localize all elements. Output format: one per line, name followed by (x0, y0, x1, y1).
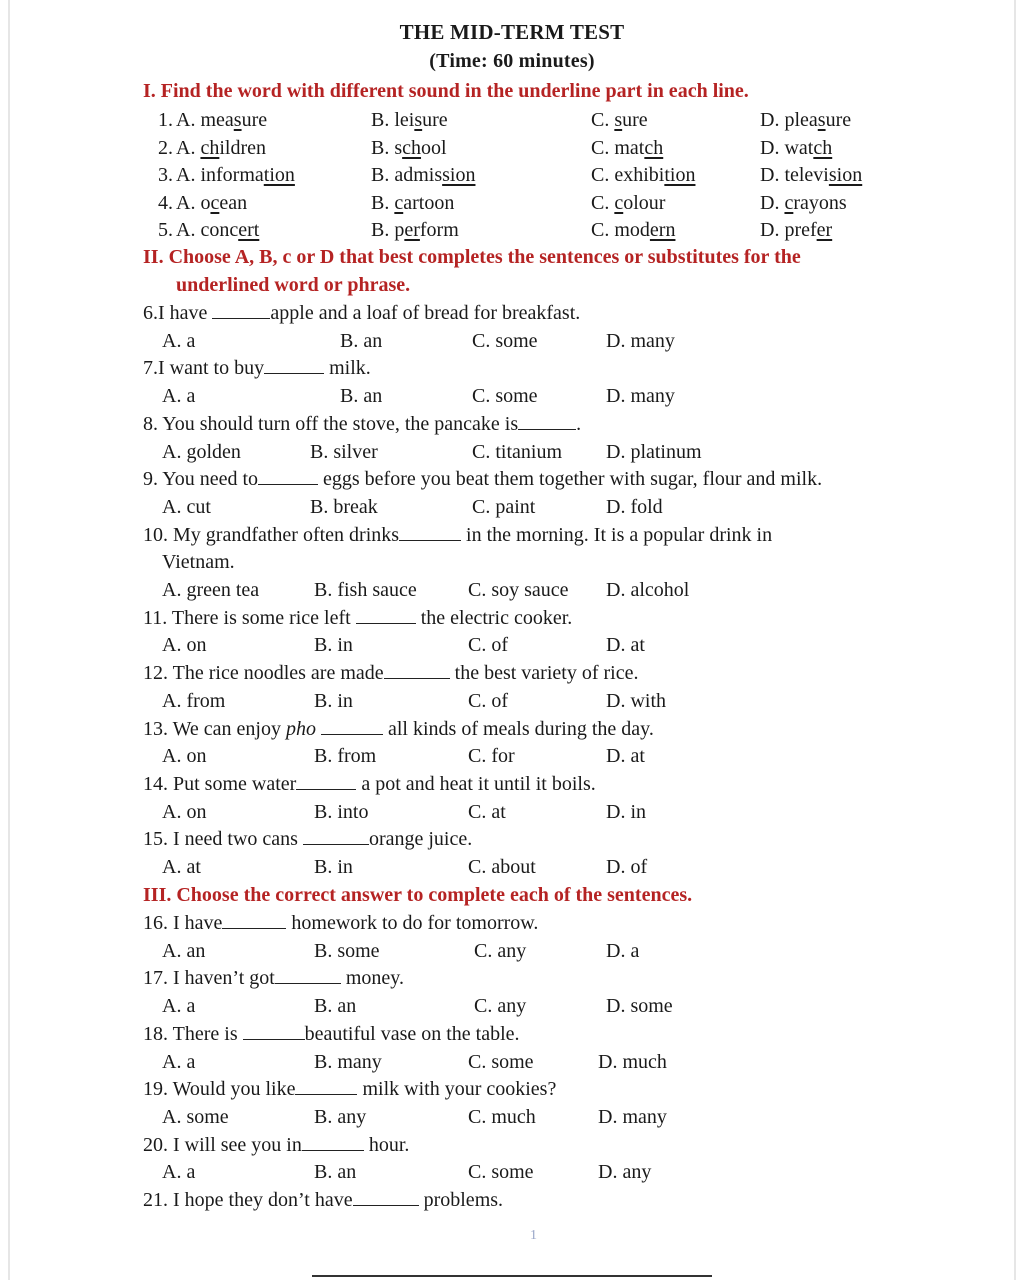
option-d: D. many (606, 385, 675, 408)
answer-blank (302, 1132, 364, 1151)
underlined-part: ern (649, 219, 676, 241)
option-b: B. perform (371, 219, 459, 241)
options-row (0, 576, 1024, 604)
option-d: D. fold (606, 495, 663, 518)
option-a: A. concert (176, 219, 260, 241)
question-8: 8. You should turn off the stove, the pancake is . (143, 412, 582, 435)
question-continuation: Vietnam. (162, 551, 235, 574)
option-b: B. cartoon (371, 191, 455, 214)
answer-blank (321, 716, 383, 735)
question-number: 4. (158, 191, 173, 214)
pronunciation-row (0, 189, 1024, 217)
underlined-part: c (614, 191, 624, 214)
option-b: B. an (314, 1161, 357, 1184)
question-16: 16. I have homework to do for tomorrow. (143, 912, 539, 934)
option-a: A. at (162, 856, 201, 878)
test-time: (Time: 60 minutes) (429, 50, 595, 72)
option-c: C. some (468, 1050, 534, 1073)
option-d: D. at (606, 634, 645, 657)
question-13: 13. We can enjoy pho all kinds of meals during the day. (143, 717, 654, 740)
option-d: D. any (598, 1161, 652, 1184)
option-a: A. from (162, 689, 226, 712)
underlined-part: er (404, 219, 420, 241)
option-c: C. of (468, 634, 508, 657)
option-a: A. on (162, 800, 207, 823)
option-c: C. titanium (472, 440, 562, 463)
option-c: C. much (468, 1105, 536, 1128)
underlined-part: sion (828, 164, 863, 186)
underlined-part: ch (644, 136, 664, 159)
underlined-part: ch (813, 136, 833, 159)
option-d: D. many (606, 329, 675, 352)
option-a: A. information (176, 164, 295, 186)
option-c: C. any (474, 995, 527, 1018)
question-17: 17. I haven’t got money. (143, 967, 404, 990)
underlined-part: s (614, 109, 623, 131)
underlined-part: tion (664, 164, 696, 186)
option-a: A. a (162, 995, 196, 1018)
underlined-part: tion (263, 164, 295, 186)
answer-blank (356, 605, 416, 624)
option-a: A. green tea (162, 579, 260, 601)
option-c: C. colour (591, 191, 666, 214)
option-b: B. from (314, 745, 377, 768)
options-row (0, 687, 1024, 715)
options-row (0, 853, 1024, 881)
options-row (0, 631, 1024, 659)
option-d: D. watch (760, 136, 833, 159)
question-14: 14. Put some water a pot and heat it until it boils. (143, 772, 596, 795)
options-row (0, 1158, 1024, 1186)
option-b: B. in (314, 634, 353, 657)
option-d: D. crayons (760, 191, 847, 214)
option-b: B. into (314, 800, 369, 823)
option-a: A. an (162, 939, 206, 962)
option-c: C. some (472, 329, 538, 352)
option-a: A. a (162, 329, 196, 352)
option-b: B. an (340, 329, 383, 352)
option-c: C. match (591, 136, 664, 159)
option-b: B. many (314, 1050, 382, 1073)
option-a: A. on (162, 634, 207, 657)
option-b: B. admission (371, 164, 476, 186)
underlined-part: c (210, 191, 220, 214)
options-row (0, 742, 1024, 770)
underlined-part: ch (200, 136, 220, 159)
pronunciation-row (0, 134, 1024, 162)
answer-blank (296, 771, 356, 790)
options-row (0, 438, 1024, 466)
option-b: B. an (340, 385, 383, 408)
question-20: 20. I will see you in hour. (143, 1133, 410, 1156)
option-c: C. for (468, 745, 515, 768)
answer-blank (222, 910, 286, 929)
underlined-part: ert (238, 219, 260, 241)
options-row (0, 1048, 1024, 1076)
option-d: D. a (606, 939, 640, 962)
option-a: A. children (176, 136, 266, 159)
option-d: D. platinum (606, 440, 702, 463)
answer-blank (384, 660, 450, 679)
section2-heading-line1: II. Choose A, B, c or D that best completes the sentences or substitutes for the (143, 246, 801, 268)
underlined-part: s (414, 109, 423, 131)
options-row (0, 1103, 1024, 1131)
section3-heading: III. Choose the correct answer to complete each of the sentences. (143, 884, 693, 906)
option-b: B. in (314, 856, 353, 878)
option-a: A. some (162, 1105, 229, 1128)
options-row (0, 992, 1024, 1020)
options-row (0, 798, 1024, 826)
answer-blank (399, 522, 461, 541)
option-d: D. television (760, 164, 863, 186)
option-c: C. some (468, 1161, 534, 1184)
option-a: A. a (162, 1050, 196, 1073)
underlined-part: s (817, 109, 826, 131)
question-19: 19. Would you like milk with your cookies? (143, 1078, 557, 1101)
option-c: C. exhibition (591, 164, 696, 186)
answer-blank (295, 1076, 357, 1095)
option-c: C. paint (472, 495, 536, 518)
underlined-part: c (394, 191, 404, 214)
answer-blank (353, 1187, 419, 1206)
option-d: D. prefer (760, 219, 833, 241)
question-7: 7.I want to buy milk. (143, 357, 371, 380)
option-c: C. of (468, 689, 508, 712)
underlined-part: s (233, 109, 242, 131)
option-d: D. with (606, 689, 666, 712)
option-d: D. in (606, 800, 646, 823)
pronunciation-row (0, 161, 1024, 189)
options-row (0, 327, 1024, 355)
underlined-part: ch (402, 136, 422, 159)
option-d: D. pleasure (760, 109, 852, 131)
option-b: B. break (310, 495, 378, 518)
option-c: C. at (468, 800, 506, 823)
options-row (0, 937, 1024, 965)
pronunciation-row (0, 216, 1024, 244)
question-6: 6.I have apple and a loaf of bread for breakfast. (143, 302, 581, 324)
italic-word: pho (285, 717, 316, 740)
question-number: 2. (158, 136, 173, 159)
pronunciation-row (0, 106, 1024, 134)
question-12: 12. The rice noodles are made the best variety of rice. (143, 662, 639, 685)
option-b: B. some (314, 939, 380, 962)
options-row (0, 493, 1024, 521)
option-a: A. measure (176, 109, 268, 131)
option-c: C. about (468, 856, 536, 878)
option-a: A. on (162, 745, 207, 768)
option-d: D. much (598, 1050, 667, 1073)
answer-blank (258, 466, 318, 485)
option-a: A. ocean (176, 191, 248, 214)
answer-blank (212, 300, 270, 319)
option-b: B. any (314, 1105, 367, 1128)
answer-blank (303, 826, 369, 845)
question-18: 18. There is beautiful vase on the table. (143, 1022, 520, 1045)
option-a: A. cut (162, 495, 211, 518)
question-number: 1. (158, 109, 173, 131)
question-15: 15. I need two cans orange juice. (143, 828, 473, 851)
question-9: 9. You need to eggs before you beat them together with sugar, flour and milk. (143, 468, 823, 491)
test-title: THE MID-TERM TEST (399, 20, 625, 44)
page-number: 1 (530, 1228, 537, 1243)
footer-line (312, 1275, 712, 1277)
option-c: C. sure (591, 109, 648, 131)
option-d: D. alcohol (606, 579, 690, 601)
option-b: B. an (314, 995, 357, 1018)
answer-blank (275, 965, 341, 984)
option-b: B. silver (310, 440, 378, 463)
option-b: B. school (371, 136, 447, 159)
underlined-part: sion (442, 164, 476, 186)
option-c: C. soy sauce (468, 579, 569, 601)
option-d: D. some (606, 995, 673, 1018)
question-10: 10. My grandfather often drinks in the morning. It is a popular drink in (143, 523, 773, 546)
option-a: A. golden (162, 440, 241, 463)
answer-blank (243, 1021, 305, 1040)
option-a: A. a (162, 385, 196, 408)
section1-heading: I. Find the word with different sound in the underline part in each line. (143, 80, 749, 102)
question-number: 5. (158, 219, 173, 241)
question-11: 11. There is some rice left the electric cooker. (143, 606, 573, 629)
underlined-part: er (816, 219, 833, 241)
section2-heading-line2: underlined word or phrase. (176, 274, 411, 296)
option-a: A. a (162, 1161, 196, 1184)
option-d: D. many (598, 1105, 667, 1128)
question-number: 3. (158, 164, 173, 186)
option-c: C. any (474, 939, 527, 962)
answer-blank (518, 411, 576, 430)
option-d: D. at (606, 745, 645, 768)
option-b: B. fish sauce (314, 579, 417, 601)
option-d: D. of (606, 856, 648, 878)
answer-blank (264, 355, 324, 374)
options-row (0, 382, 1024, 410)
option-c: C. modern (591, 219, 676, 241)
option-b: B. leisure (371, 109, 448, 131)
question-21: 21. I hope they don’t have problems. (143, 1189, 504, 1211)
option-c: C. some (472, 385, 538, 408)
underlined-part: c (784, 191, 794, 214)
option-b: B. in (314, 689, 353, 712)
